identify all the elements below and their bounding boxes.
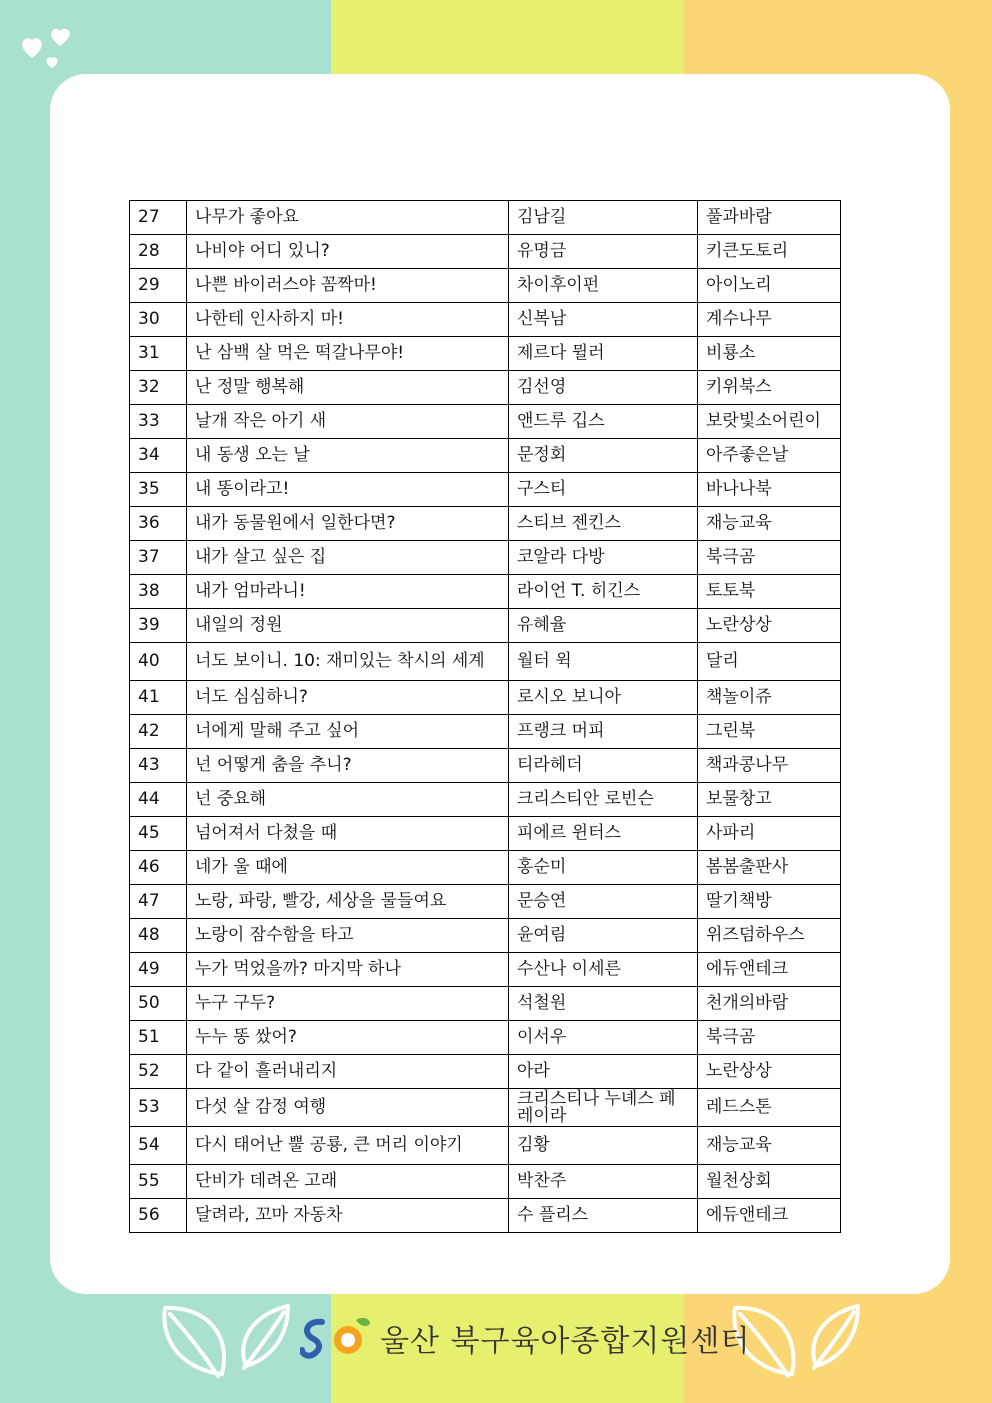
row-number: 29 bbox=[130, 269, 187, 303]
book-author: 윤여림 bbox=[509, 919, 698, 953]
book-title: 날개 작은 아기 새 bbox=[187, 405, 509, 439]
row-number: 36 bbox=[130, 507, 187, 541]
table-row bbox=[130, 235, 841, 269]
book-author: 스티브 젠킨스 bbox=[509, 507, 698, 541]
book-publisher: 비룡소 bbox=[698, 337, 841, 371]
table-row bbox=[130, 643, 841, 681]
book-publisher: 바나나북 bbox=[698, 473, 841, 507]
row-number: 28 bbox=[130, 235, 187, 269]
table-row bbox=[130, 885, 841, 919]
row-number: 51 bbox=[130, 1021, 187, 1055]
book-author: 피에르 윈터스 bbox=[509, 817, 698, 851]
table-row bbox=[130, 987, 841, 1021]
table-row bbox=[130, 1199, 841, 1233]
book-publisher: 아주좋은날 bbox=[698, 439, 841, 473]
book-title: 누구 구두? bbox=[187, 987, 509, 1021]
row-number: 31 bbox=[130, 337, 187, 371]
book-title: 내가 동물원에서 일한다면? bbox=[187, 507, 509, 541]
table-row bbox=[130, 473, 841, 507]
row-number: 33 bbox=[130, 405, 187, 439]
table-row bbox=[130, 1055, 841, 1089]
table-row bbox=[130, 371, 841, 405]
book-title: 나한테 인사하지 마! bbox=[187, 303, 509, 337]
row-number: 37 bbox=[130, 541, 187, 575]
book-author: 석철원 bbox=[509, 987, 698, 1021]
row-number: 42 bbox=[130, 715, 187, 749]
book-title: 나비야 어디 있니? bbox=[187, 235, 509, 269]
hearts-icon bbox=[18, 24, 82, 74]
book-publisher: 에듀앤테크 bbox=[698, 1199, 841, 1233]
book-author: 라이언 T. 히긴스 bbox=[509, 575, 698, 609]
book-list-table bbox=[129, 200, 841, 1233]
row-number: 38 bbox=[130, 575, 187, 609]
book-author: 로시오 보니아 bbox=[509, 681, 698, 715]
row-number: 48 bbox=[130, 919, 187, 953]
book-author: 구스티 bbox=[509, 473, 698, 507]
row-number: 34 bbox=[130, 439, 187, 473]
table-row bbox=[130, 681, 841, 715]
book-publisher: 재능교육 bbox=[698, 507, 841, 541]
table-row bbox=[130, 851, 841, 885]
table-row bbox=[130, 715, 841, 749]
book-title: 넌 어떻게 춤을 추니? bbox=[187, 749, 509, 783]
book-publisher: 키위북스 bbox=[698, 371, 841, 405]
book-publisher: 에듀앤테크 bbox=[698, 953, 841, 987]
book-title: 내 동생 오는 날 bbox=[187, 439, 509, 473]
book-publisher: 월천상회 bbox=[698, 1165, 841, 1199]
row-number: 50 bbox=[130, 987, 187, 1021]
book-publisher: 달리 bbox=[698, 643, 841, 681]
book-author: 수 플리스 bbox=[509, 1199, 698, 1233]
row-number: 47 bbox=[130, 885, 187, 919]
book-author: 유혜율 bbox=[509, 609, 698, 643]
book-title: 누누 똥 쌌어? bbox=[187, 1021, 509, 1055]
book-author: 제르다 뮐러 bbox=[509, 337, 698, 371]
book-publisher: 레드스톤 bbox=[698, 1089, 841, 1127]
table-row bbox=[130, 541, 841, 575]
table-row bbox=[130, 953, 841, 987]
table-row bbox=[130, 405, 841, 439]
row-number: 56 bbox=[130, 1199, 187, 1233]
book-publisher: 딸기책방 bbox=[698, 885, 841, 919]
book-author: 신복남 bbox=[509, 303, 698, 337]
table-row bbox=[130, 439, 841, 473]
book-publisher: 노란상상 bbox=[698, 609, 841, 643]
book-publisher: 사파리 bbox=[698, 817, 841, 851]
book-publisher: 천개의바람 bbox=[698, 987, 841, 1021]
row-number: 41 bbox=[130, 681, 187, 715]
table-row bbox=[130, 337, 841, 371]
book-publisher: 풀과바람 bbox=[698, 201, 841, 235]
book-title: 달려라, 꼬마 자동차 bbox=[187, 1199, 509, 1233]
book-title: 나쁜 바이러스야 꼼짝마! bbox=[187, 269, 509, 303]
book-title: 내 똥이라고! bbox=[187, 473, 509, 507]
row-number: 53 bbox=[130, 1089, 187, 1127]
center-logo-icon bbox=[300, 1314, 372, 1360]
book-publisher: 토토북 bbox=[698, 575, 841, 609]
row-number: 32 bbox=[130, 371, 187, 405]
book-title: 너도 심심하니? bbox=[187, 681, 509, 715]
book-publisher: 키큰도토리 bbox=[698, 235, 841, 269]
book-author: 아라 bbox=[509, 1055, 698, 1089]
book-publisher: 책놀이쥬 bbox=[698, 681, 841, 715]
book-author: 박찬주 bbox=[509, 1165, 698, 1199]
org-name: 울산 북구육아종합지원센터 bbox=[380, 1324, 751, 1359]
row-number: 27 bbox=[130, 201, 187, 235]
table-row bbox=[130, 575, 841, 609]
book-title: 너에게 말해 주고 싶어 bbox=[187, 715, 509, 749]
book-title: 누가 먹었을까? 마지막 하나 bbox=[187, 953, 509, 987]
book-title: 단비가 데려온 고래 bbox=[187, 1165, 509, 1199]
book-author: 문승연 bbox=[509, 885, 698, 919]
row-number: 43 bbox=[130, 749, 187, 783]
book-title: 난 정말 행복해 bbox=[187, 371, 509, 405]
table-row bbox=[130, 1165, 841, 1199]
book-publisher: 보물창고 bbox=[698, 783, 841, 817]
table-row bbox=[130, 749, 841, 783]
book-title: 너도 보이니. 10: 재미있는 착시의 세계 bbox=[187, 643, 509, 681]
book-publisher: 위즈덤하우스 bbox=[698, 919, 841, 953]
table-row bbox=[130, 817, 841, 851]
table-row bbox=[130, 269, 841, 303]
book-publisher: 노란상상 bbox=[698, 1055, 841, 1089]
table-row bbox=[130, 609, 841, 643]
book-title: 네가 울 때에 bbox=[187, 851, 509, 885]
row-number: 52 bbox=[130, 1055, 187, 1089]
table-row bbox=[130, 1127, 841, 1165]
row-number: 44 bbox=[130, 783, 187, 817]
book-author: 홍순미 bbox=[509, 851, 698, 885]
table-row bbox=[130, 201, 841, 235]
row-number: 55 bbox=[130, 1165, 187, 1199]
book-author: 크리스티나 누녜스 페레이라 bbox=[509, 1089, 698, 1127]
book-author: 티라헤더 bbox=[509, 749, 698, 783]
book-title: 노랑이 잠수함을 타고 bbox=[187, 919, 509, 953]
book-publisher: 보랏빛소어린이 bbox=[698, 405, 841, 439]
row-number: 49 bbox=[130, 953, 187, 987]
book-title: 넌 중요해 bbox=[187, 783, 509, 817]
book-author: 김황 bbox=[509, 1127, 698, 1165]
table-row bbox=[130, 783, 841, 817]
table-row bbox=[130, 507, 841, 541]
row-number: 39 bbox=[130, 609, 187, 643]
book-publisher: 그린북 bbox=[698, 715, 841, 749]
book-author: 코알라 다방 bbox=[509, 541, 698, 575]
book-publisher: 북극곰 bbox=[698, 541, 841, 575]
book-author: 앤드루 깁스 bbox=[509, 405, 698, 439]
row-number: 46 bbox=[130, 851, 187, 885]
book-publisher: 재능교육 bbox=[698, 1127, 841, 1165]
book-title: 내가 살고 싶은 집 bbox=[187, 541, 509, 575]
book-author: 문정회 bbox=[509, 439, 698, 473]
book-author: 이서우 bbox=[509, 1021, 698, 1055]
book-author: 김선영 bbox=[509, 371, 698, 405]
book-publisher: 책과콩나무 bbox=[698, 749, 841, 783]
book-publisher: 아이노리 bbox=[698, 269, 841, 303]
table-row bbox=[130, 1021, 841, 1055]
book-title: 난 삼백 살 먹은 떡갈나무야! bbox=[187, 337, 509, 371]
book-publisher: 봄봄출판사 bbox=[698, 851, 841, 885]
table-row bbox=[130, 1089, 841, 1127]
row-number: 54 bbox=[130, 1127, 187, 1165]
book-author: 차이후이펀 bbox=[509, 269, 698, 303]
book-publisher: 계수나무 bbox=[698, 303, 841, 337]
row-number: 30 bbox=[130, 303, 187, 337]
book-title: 넘어져서 다쳤을 때 bbox=[187, 817, 509, 851]
row-number: 35 bbox=[130, 473, 187, 507]
row-number: 45 bbox=[130, 817, 187, 851]
book-author: 김남길 bbox=[509, 201, 698, 235]
book-title: 다시 태어난 뿔 공룡, 큰 머리 이야기 bbox=[187, 1127, 509, 1165]
book-title: 나무가 좋아요 bbox=[187, 201, 509, 235]
book-publisher: 북극곰 bbox=[698, 1021, 841, 1055]
book-author: 프랭크 머피 bbox=[509, 715, 698, 749]
book-title: 내가 엄마라니! bbox=[187, 575, 509, 609]
book-author: 수산나 이세른 bbox=[509, 953, 698, 987]
book-title: 내일의 정원 bbox=[187, 609, 509, 643]
row-number: 40 bbox=[130, 643, 187, 681]
book-author: 월터 윅 bbox=[509, 643, 698, 681]
book-author: 유명금 bbox=[509, 235, 698, 269]
book-author: 크리스티안 로빈슨 bbox=[509, 783, 698, 817]
table-row bbox=[130, 303, 841, 337]
table-row bbox=[130, 919, 841, 953]
book-title: 다 같이 흘러내리지 bbox=[187, 1055, 509, 1089]
book-title: 다섯 살 감정 여행 bbox=[187, 1089, 509, 1127]
book-title: 노랑, 파랑, 빨강, 세상을 물들여요 bbox=[187, 885, 509, 919]
